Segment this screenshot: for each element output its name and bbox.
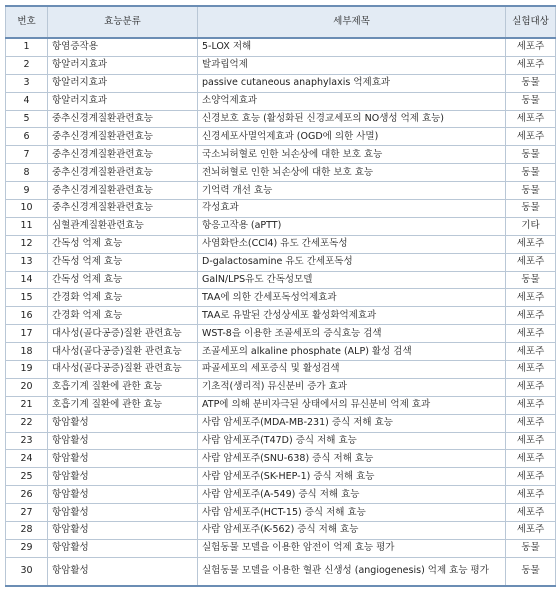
row-number: 24: [6, 450, 48, 468]
table-row: [6, 92, 556, 110]
row-number: 20: [6, 378, 48, 396]
table-row: [6, 361, 556, 379]
row-detail: D-galactosamine 유도 간세포독성: [198, 253, 506, 271]
row-detail: 탈과립억제: [198, 56, 506, 74]
row-detail: passive cutaneous anaphylaxis 억제효과: [198, 74, 506, 92]
row-target: 세포주: [506, 361, 556, 379]
row-detail: 5-LOX 저해: [198, 38, 506, 56]
table-row: [6, 217, 556, 235]
table-row: [6, 396, 556, 414]
row-category: 항암활성: [48, 414, 198, 432]
row-category: 간독성 억제 효능: [48, 253, 198, 271]
table-row: [6, 307, 556, 325]
row-target: 동물: [506, 200, 556, 218]
row-detail: 신경세포사멸억제효과 (OGD에 의한 사멸): [198, 128, 506, 146]
row-category: 중추신경계질환관련효능: [48, 200, 198, 218]
row-category: 대사성(골다공증)질환 관련효능: [48, 325, 198, 343]
efficacy-table: [5, 5, 556, 587]
row-number: 25: [6, 468, 48, 486]
row-number: 23: [6, 432, 48, 450]
row-number: 13: [6, 253, 48, 271]
row-target: 세포주: [506, 468, 556, 486]
table-row: [6, 504, 556, 522]
row-target: 동물: [506, 164, 556, 182]
table-row: [6, 486, 556, 504]
row-number: 6: [6, 128, 48, 146]
row-number: 22: [6, 414, 48, 432]
row-number: 27: [6, 504, 48, 522]
row-number: 11: [6, 217, 48, 235]
row-number: 29: [6, 539, 48, 557]
row-category: 대사성(골다공증)질환 관련효능: [48, 343, 198, 361]
row-category: 간독성 억제 효능: [48, 235, 198, 253]
row-target: 세포주: [506, 378, 556, 396]
row-category: 호흡기계 질환에 관한 효능: [48, 378, 198, 396]
row-category: 항암활성: [48, 557, 198, 586]
row-category: 항알러지효과: [48, 56, 198, 74]
row-detail: 사람 암세포주(MDA-MB-231) 증식 저해 효능: [198, 414, 506, 432]
row-target: 세포주: [506, 504, 556, 522]
table-row: [6, 522, 556, 540]
row-target: 동물: [506, 557, 556, 586]
row-number: 1: [6, 38, 48, 56]
row-target: 세포주: [506, 110, 556, 128]
table-row: [6, 539, 556, 557]
row-number: 21: [6, 396, 48, 414]
row-number: 2: [6, 56, 48, 74]
row-category: 중추신경계질환관련효능: [48, 164, 198, 182]
row-detail: 국소뇌허혈로 인한 뇌손상에 대한 보호 효능: [198, 146, 506, 164]
row-category: 항암활성: [48, 450, 198, 468]
row-category: 호흡기계 질환에 관한 효능: [48, 396, 198, 414]
row-detail: TAA에 의한 간세포독성억제효과: [198, 289, 506, 307]
row-target: 세포주: [506, 128, 556, 146]
row-detail: 전뇌허혈로 인한 뇌손상에 대한 보호 효능: [198, 164, 506, 182]
table-row: [6, 271, 556, 289]
row-detail: 사람 암세포주(SK-HEP-1) 증식 저해 효능: [198, 468, 506, 486]
row-target: 동물: [506, 146, 556, 164]
table-row: [6, 235, 556, 253]
row-category: 항암활성: [48, 539, 198, 557]
header-detail: 세부제목: [198, 6, 506, 38]
table-row: [6, 182, 556, 200]
row-number: 4: [6, 92, 48, 110]
row-detail: 기초적(생리적) 뮤신분비 증가 효과: [198, 378, 506, 396]
row-number: 12: [6, 235, 48, 253]
row-target: 세포주: [506, 343, 556, 361]
table-row: [6, 164, 556, 182]
row-number: 19: [6, 361, 48, 379]
table-row: [6, 325, 556, 343]
table-row: [6, 74, 556, 92]
row-category: 중추신경계질환관련효능: [48, 110, 198, 128]
row-category: 항암활성: [48, 468, 198, 486]
row-number: 28: [6, 522, 48, 540]
row-category: 간경화 억제 효능: [48, 289, 198, 307]
row-detail: 사람 암세포주(SNU-638) 증식 저해 효능: [198, 450, 506, 468]
row-detail: ATP에 의해 분비자극된 상태에서의 뮤신분비 억제 효과: [198, 396, 506, 414]
row-category: 항암활성: [48, 486, 198, 504]
table-row: [6, 200, 556, 218]
row-category: 항알러지효과: [48, 74, 198, 92]
row-detail: 사람 암세포주(HCT-15) 증식 저해 효능: [198, 504, 506, 522]
row-category: 항암활성: [48, 504, 198, 522]
row-category: 항암활성: [48, 522, 198, 540]
row-target: 세포주: [506, 396, 556, 414]
table-header-row: [6, 6, 556, 38]
row-target: 기타: [506, 217, 556, 235]
header-target: 실험대상: [506, 6, 556, 38]
row-target: 세포주: [506, 325, 556, 343]
row-number: 30: [6, 557, 48, 586]
row-target: 세포주: [506, 432, 556, 450]
row-category: 대사성(골다공증)질환 관련효능: [48, 361, 198, 379]
table-row: [6, 432, 556, 450]
row-detail: 조골세포의 alkaline phosphate (ALP) 활성 검색: [198, 343, 506, 361]
row-category: 심혈관계질환관련효능: [48, 217, 198, 235]
table-row: [6, 146, 556, 164]
row-detail: GalN/LPS유도 간독성모델: [198, 271, 506, 289]
header-category: 효능분류: [48, 6, 198, 38]
row-number: 9: [6, 182, 48, 200]
row-target: 세포주: [506, 56, 556, 74]
table-body: [6, 38, 556, 586]
table-row: [6, 253, 556, 271]
row-detail: 사람 암세포주(K-562) 증식 저해 효능: [198, 522, 506, 540]
row-detail: 각성효과: [198, 200, 506, 218]
row-target: 세포주: [506, 38, 556, 56]
row-detail: 사염화탄소(CCl4) 유도 간세포독성: [198, 235, 506, 253]
table-row: [6, 468, 556, 486]
table-row: [6, 56, 556, 74]
row-target: 세포주: [506, 289, 556, 307]
row-detail: 실험동물 모델을 이용한 암전이 억제 효능 평가: [198, 539, 506, 557]
table-row: [6, 557, 556, 586]
row-number: 17: [6, 325, 48, 343]
row-number: 15: [6, 289, 48, 307]
row-target: 동물: [506, 271, 556, 289]
efficacy-table-container: [5, 5, 555, 587]
row-target: 세포주: [506, 486, 556, 504]
row-target: 세포주: [506, 414, 556, 432]
row-detail: 항응고작용 (aPTT): [198, 217, 506, 235]
row-category: 중추신경계질환관련효능: [48, 182, 198, 200]
header-number: 번호: [6, 6, 48, 38]
row-target: 세포주: [506, 253, 556, 271]
table-row: [6, 414, 556, 432]
row-number: 7: [6, 146, 48, 164]
row-detail: 기억력 개선 효능: [198, 182, 506, 200]
row-target: 세포주: [506, 307, 556, 325]
row-detail: 실험동물 모델을 이용한 혈관 신생성 (angiogenesis) 억제 효능 평가: [198, 557, 506, 586]
row-category: 간경화 억제 효능: [48, 307, 198, 325]
row-category: 항염증작용: [48, 38, 198, 56]
row-detail: TAA로 유발된 간성상세포 활성화억제효과: [198, 307, 506, 325]
table-row: [6, 289, 556, 307]
table-row: [6, 450, 556, 468]
row-category: 간독성 억제 효능: [48, 271, 198, 289]
row-target: 동물: [506, 92, 556, 110]
row-category: 항암활성: [48, 432, 198, 450]
row-number: 26: [6, 486, 48, 504]
table-row: [6, 378, 556, 396]
row-target: 세포주: [506, 522, 556, 540]
row-category: 항알러지효과: [48, 92, 198, 110]
table-row: [6, 110, 556, 128]
table-row: [6, 128, 556, 146]
table-row: [6, 343, 556, 361]
row-number: 10: [6, 200, 48, 218]
row-target: 세포주: [506, 235, 556, 253]
row-target: 동물: [506, 182, 556, 200]
row-target: 세포주: [506, 450, 556, 468]
row-number: 16: [6, 307, 48, 325]
row-number: 18: [6, 343, 48, 361]
row-target: 동물: [506, 539, 556, 557]
row-detail: 사람 암세포주(A-549) 증식 저해 효능: [198, 486, 506, 504]
table-row: [6, 38, 556, 56]
row-number: 14: [6, 271, 48, 289]
row-category: 중추신경계질환관련효능: [48, 128, 198, 146]
row-category: 중추신경계질환관련효능: [48, 146, 198, 164]
row-detail: 소양억제효과: [198, 92, 506, 110]
row-number: 3: [6, 74, 48, 92]
row-number: 5: [6, 110, 48, 128]
row-detail: 파골세포의 세포증식 및 활성검색: [198, 361, 506, 379]
row-number: 8: [6, 164, 48, 182]
row-detail: WST-8을 이용한 조골세포의 증식효능 검색: [198, 325, 506, 343]
row-target: 동물: [506, 74, 556, 92]
row-detail: 신경보호 효능 (활성화된 신경교세포의 NO생성 억제 효능): [198, 110, 506, 128]
row-detail: 사람 암세포주(T47D) 증식 저해 효능: [198, 432, 506, 450]
